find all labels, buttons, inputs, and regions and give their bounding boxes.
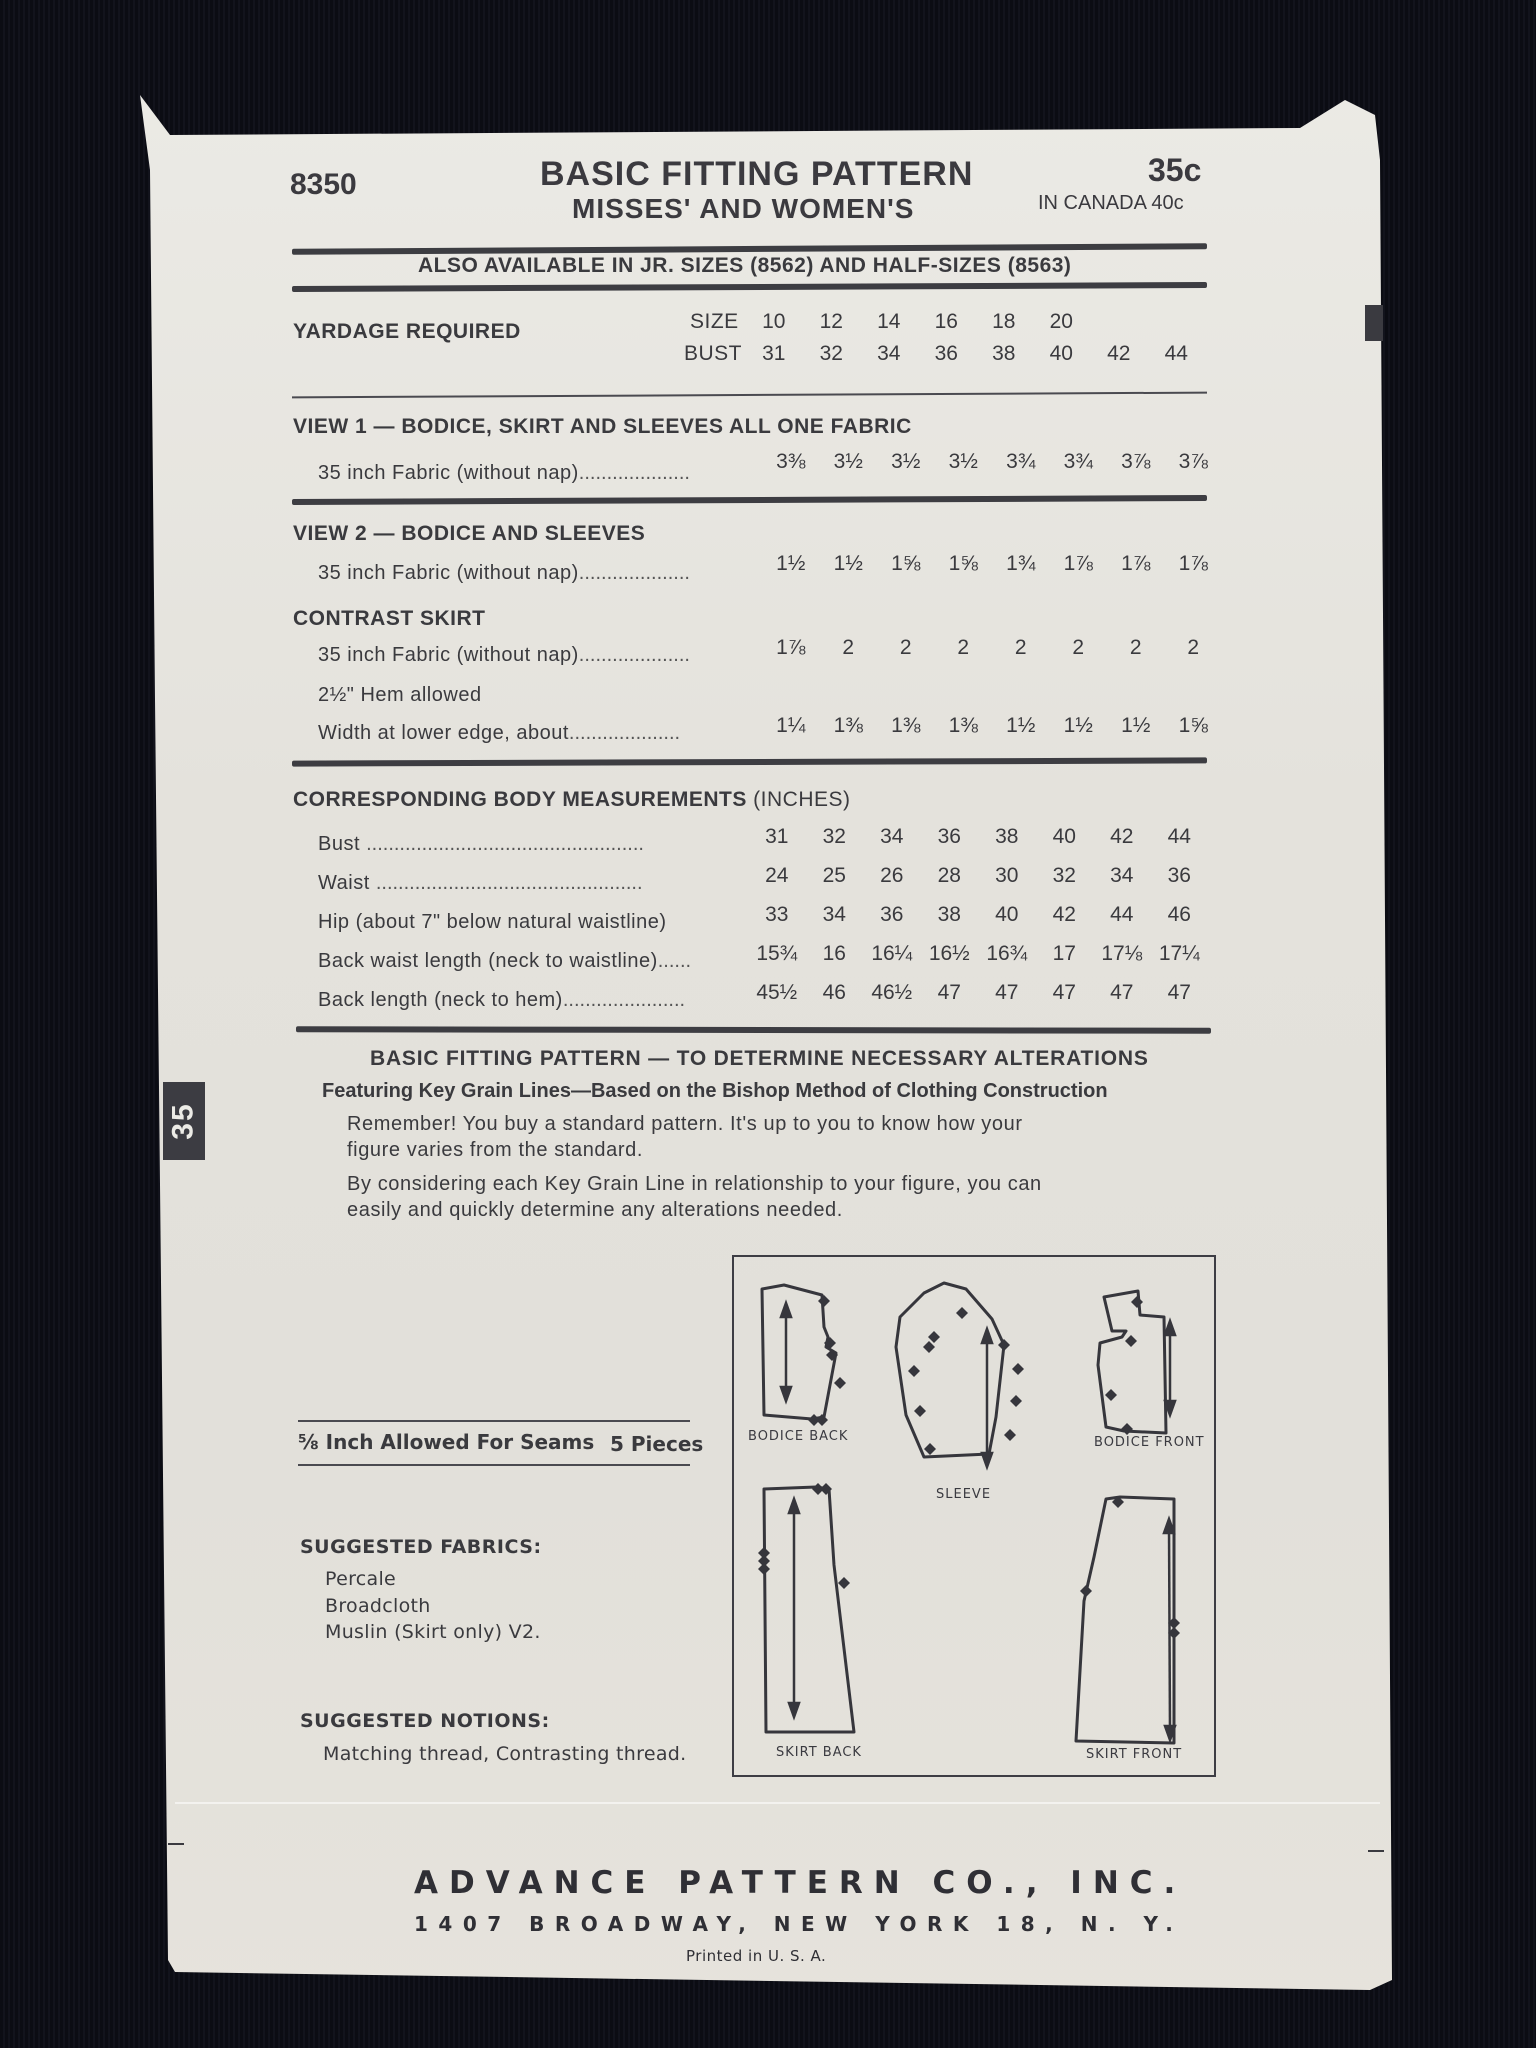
view2-heading: VIEW 2 — BODICE AND SLEEVES <box>293 522 646 545</box>
side-size-badge: 35 <box>163 1082 205 1160</box>
body-measurements-heading: CORRESPONDING BODY MEASUREMENTS (INCHES) <box>293 788 851 811</box>
label-skirt-front: SKIRT FRONT <box>1086 1747 1183 1762</box>
notions-text: Matching thread, Contrasting thread. <box>323 1743 687 1765</box>
back-waist-values: 15¾ 16 16¼ 16½ 16¾ 17 17⅛ 17¼ <box>756 942 1200 965</box>
fabric-item: Broadcloth <box>325 1595 431 1617</box>
fabric-item: Percale <box>325 1568 397 1590</box>
label-sleeve: SLEEVE <box>936 1487 992 1502</box>
company-name: ADVANCE PATTERN CO., INC. <box>414 1865 1187 1901</box>
view1-fabric-label: 35 inch Fabric (without nap).................... <box>318 462 690 484</box>
fitting-paragraph-1-line-2: figure varies from the standard. <box>347 1139 643 1161</box>
back-length-label: Back length (neck to hem)...................... <box>318 989 686 1011</box>
label-bodice-back: BODICE BACK <box>748 1429 849 1444</box>
fitting-paragraph-1-line-1: Remember! You buy a standard pattern. It's up to you to know how your <box>347 1113 1023 1135</box>
divider <box>298 1464 690 1466</box>
notions-heading: SUGGESTED NOTIONS: <box>300 1710 550 1732</box>
divider <box>298 1420 690 1422</box>
bodice-front-outline <box>1098 1291 1166 1433</box>
size-row: 10 12 14 16 18 20 <box>762 310 1073 333</box>
label-bodice-front: BODICE FRONT <box>1094 1435 1205 1450</box>
pattern-number: 8350 <box>290 168 357 201</box>
contrast-skirt-heading: CONTRAST SKIRT <box>293 607 486 630</box>
edge-tick-left <box>168 1843 184 1845</box>
fabric-item: Muslin (Skirt only) V2. <box>325 1621 541 1643</box>
width-label: Width at lower edge, about.................... <box>318 722 681 744</box>
fabrics-heading: SUGGESTED FABRICS: <box>300 1536 542 1558</box>
pattern-title: BASIC FITTING PATTERN <box>540 155 974 193</box>
contrast-fabric-label: 35 inch Fabric (without nap).................... <box>318 644 690 666</box>
fitting-subheading: Featuring Key Grain Lines—Based on the Bishop Method of Clothing Construction <box>322 1080 1108 1102</box>
piece-count: 5 Pieces <box>610 1432 704 1456</box>
label-skirt-back: SKIRT BACK <box>776 1745 862 1760</box>
view1-fabric-values: 3⅜ 3½ 3½ 3½ 3¾ 3¾ 3⅞ 3⅞ <box>776 450 1208 473</box>
bust-measure-label: Bust .................................................. <box>318 833 644 855</box>
fitting-heading: BASIC FITTING PATTERN — TO DETERMINE NECESSARY ALTERATIONS <box>370 1047 1149 1070</box>
also-available-note: ALSO AVAILABLE IN JR. SIZES (8562) AND HALF-SIZES (8563) <box>418 254 1072 277</box>
hip-measure-label: Hip (about 7" below natural waistline) <box>318 911 667 933</box>
view1-heading: VIEW 1 — BODICE, SKIRT AND SLEEVES ALL ONE FABRIC <box>293 415 912 438</box>
bust-label: BUST <box>684 342 743 365</box>
width-values: 1¼ 1⅜ 1⅜ 1⅜ 1½ 1½ 1½ 1⅝ <box>776 714 1208 737</box>
bust-row: 31 32 34 36 38 40 42 44 <box>762 342 1188 365</box>
view2-fabric-values: 1½ 1½ 1⅝ 1⅝ 1¾ 1⅞ 1⅞ 1⅞ <box>776 552 1208 575</box>
fitting-paragraph-2-line-2: easily and quickly determine any alterations needed. <box>347 1199 843 1221</box>
back-length-values: 45½ 46 46½ 47 47 47 47 47 <box>756 981 1191 1004</box>
view2-fabric-label: 35 inch Fabric (without nap).................... <box>318 562 690 584</box>
company-address: 1407 BROADWAY, NEW YORK 18, N. Y. <box>414 1912 1184 1936</box>
edge-tick-right <box>1368 1850 1384 1852</box>
bust-measure-values: 31 32 34 36 38 40 42 44 <box>765 825 1191 848</box>
contrast-fabric-values: 1⅞ 2 2 2 2 2 2 2 <box>776 636 1200 659</box>
waist-measure-label: Waist ................................................ <box>318 872 643 894</box>
pattern-pieces-illustration <box>734 1257 1218 1779</box>
skirt-back-outline <box>764 1487 854 1732</box>
fitting-paragraph-2-line-1: By considering each Key Grain Line in relationship to your figure, you can <box>347 1173 1042 1195</box>
skirt-front-outline <box>1076 1497 1174 1743</box>
yardage-heading: YARDAGE REQUIRED <box>293 320 521 343</box>
waist-measure-values: 24 25 26 28 30 32 34 36 <box>765 864 1191 887</box>
size-label: SIZE <box>690 310 739 333</box>
hem-note: 2½" Hem allowed <box>318 684 482 706</box>
hip-measure-values: 33 34 36 38 40 42 44 46 <box>765 903 1191 926</box>
price-canada: IN CANADA 40c <box>1038 192 1184 214</box>
price: 35c <box>1148 152 1202 188</box>
pattern-pieces-diagram <box>732 1255 1216 1777</box>
pattern-subtitle: MISSES' AND WOMEN'S <box>572 193 915 224</box>
printed-in: Printed in U. S. A. <box>686 1947 827 1965</box>
back-waist-label: Back waist length (neck to waistline)...... <box>318 950 692 972</box>
seam-allowance: ⅝ Inch Allowed For Seams <box>298 1430 595 1454</box>
edge-tab-marker <box>1365 305 1383 341</box>
fold-crease <box>175 1802 1380 1804</box>
